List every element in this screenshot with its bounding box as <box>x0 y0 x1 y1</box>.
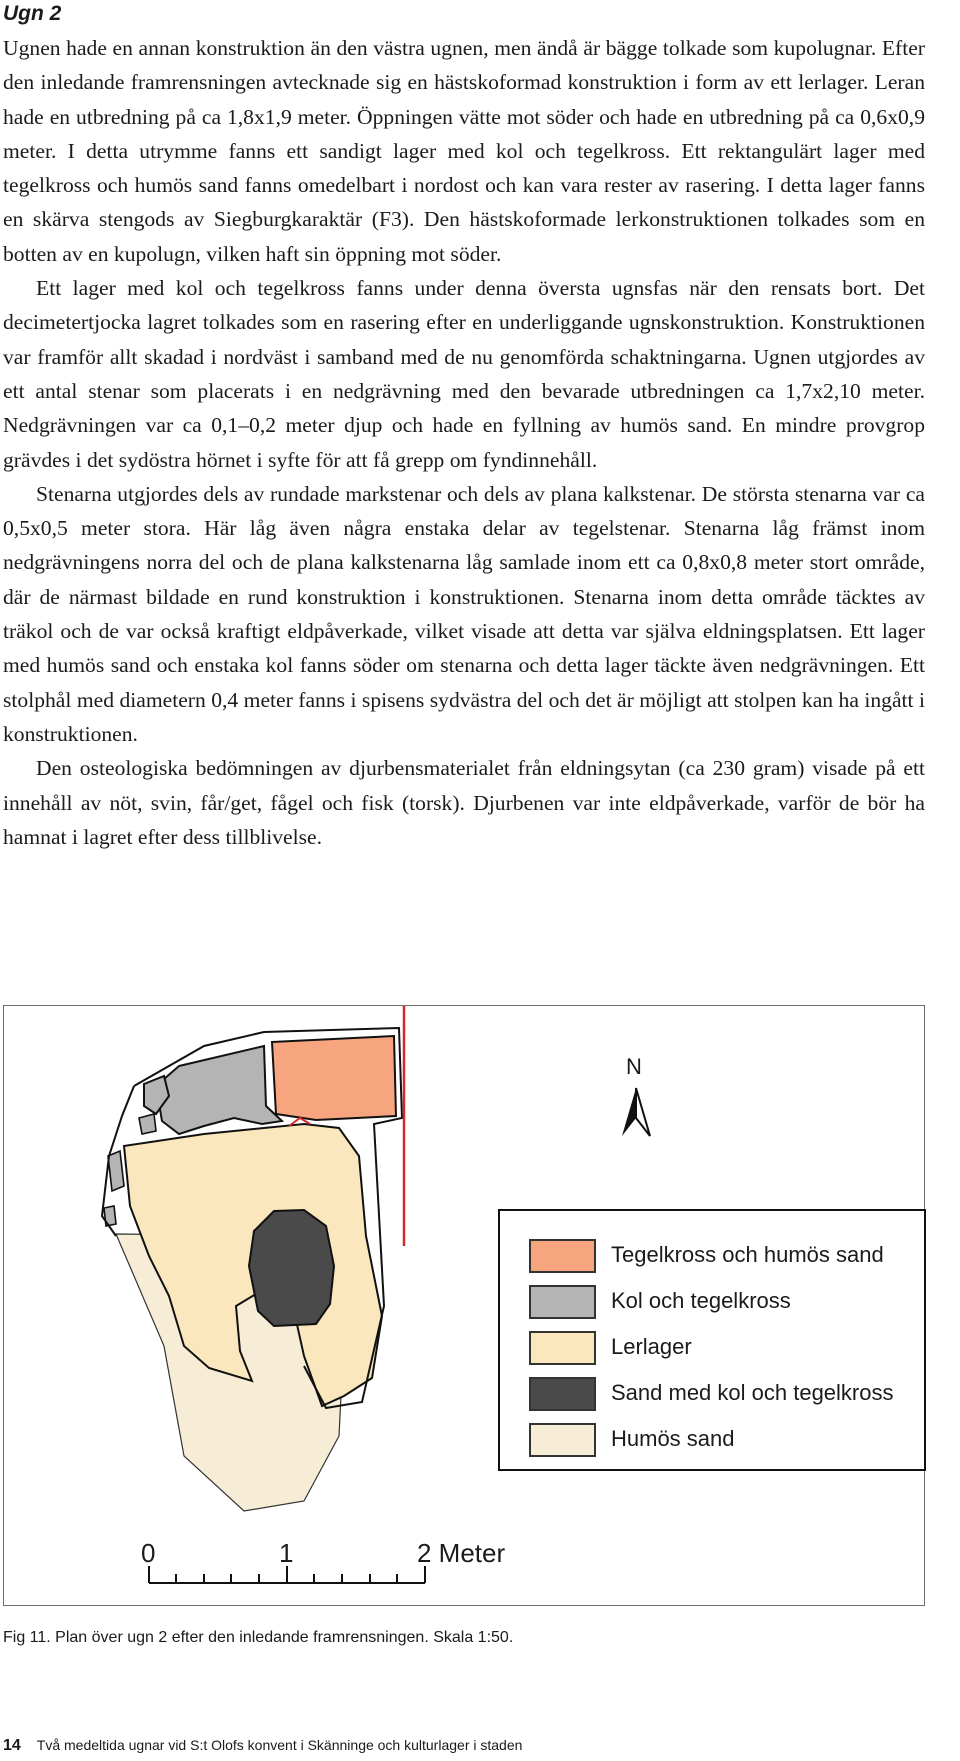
body-text <box>3 31 925 854</box>
scale-label-2: 2 Meter <box>417 1538 506 1568</box>
legend-swatch <box>529 1423 596 1457</box>
figure-caption: Fig 11. Plan över ugn 2 efter den inledande framrensningen. Skala 1:50. <box>3 1629 514 1646</box>
legend-label: Lerlager <box>611 1334 692 1359</box>
legend-label: Humös sand <box>611 1426 735 1451</box>
paragraph-1: Ugnen hade en annan konstruktion än den västra ugnen, men ändå är bägge tolkade som kupolugnar. Efter den inledande framrensningen avtecknade sig en hästskoformad konstruktion i form av ett lerlager. Leran hade en utbredning på ca 1,8x1,9 meter. Öppningen vätte mot söder och hade en utbredning på ca 0,6x0,9 meter. I detta utrymme fanns ett sandigt lager med kol och tegelkross. Ett rektangulärt lager med tegelkross och humös sand fanns omedelbart i nordost och kan vara rester av rasering. I detta lager fanns en skärva stengods av Siegburgkaraktär (F3). Den hästskoformade lerkonstruktionen tolkades som en botten av en kupolugn, vilken haft sin öppning mot söder. <box>3 36 925 266</box>
scale-bar <box>149 1566 425 1583</box>
charcoal-brick-area <box>156 1046 282 1134</box>
legend-swatch <box>529 1239 596 1273</box>
legend-label: Kol och tegelkross <box>611 1288 791 1313</box>
oven-plan-figure <box>3 1005 925 1606</box>
north-label: N <box>626 1054 642 1079</box>
legend-swatch <box>529 1331 596 1365</box>
scale-label-1: 1 <box>279 1538 294 1568</box>
scale-label-0: 0 <box>141 1538 156 1568</box>
legend-swatch <box>529 1377 596 1411</box>
brick-humus-area <box>272 1036 396 1120</box>
paragraph-2: Ett lager med kol och tegelkross fanns under denna översta ugnsfas när den rensats bort. Det decimetertjocka lagret tolkades som en rasering efter en underliggande ugnskonstruktion. Konstruktionen var framför allt skadad i nordväst i samband med de nu genomförda schaktningarna. Ugnen utgjordes av ett antal stenar som placerats i en nedgrävning med den bevarade utbredningen ca 1,7x2,10 meter. Nedgrävningen var ca 0,1–0,2 meter djup och hade en fyllning av humös sand. En mindre provgrop grävdes i det sydöstra hörnet i syfte för att få grepp om fyndinnehåll. <box>3 276 925 472</box>
legend-label: Tegelkross och humös sand <box>611 1242 884 1267</box>
legend <box>498 1209 926 1471</box>
section-heading: Ugn 2 <box>3 2 62 25</box>
north-arrow-icon <box>622 1088 650 1136</box>
publication-title: Två medeltida ugnar vid S:t Olofs konvent i Skänninge och kulturlager i staden <box>36 1737 523 1753</box>
paragraph-3: Stenarna utgjordes dels av rundade markstenar och dels av plana kalkstenar. De största stenarna var ca 0,5x0,5 meter stora. Här låg även några enstaka delar av tegelstenar. Stenarna låg främst inom nedgrävningens norra del och de plana kalkstenarna låg samlade inom ett ca 0,8x0,8 meter stort område, där de närmast bildade en rund konstruktion i konstruktionen. Stenarna inom detta område täcktes av träkol och de var också kraftigt eldpåverkade, vilket visade att detta var själva eldningsplatsen. Ett lager med humös sand och enstaka kol fanns söder om stenarna och detta lager täckte även nedgrävningen. Ett stolphål med diametern 0,4 meter fanns i spisens sydvästra del och det är möjligt att stolpen kan ha ingått i konstruktionen. <box>3 481 925 746</box>
legend-label: Sand med kol och tegelkross <box>611 1380 894 1405</box>
paragraph-4: Den osteologiska bedömningen av djurbensmaterialet från eldningsytan (ca 230 gram) visade på ett innehåll av nöt, svin, får/get, fågel och fisk (torsk). Djurbenen var inte eldpåverkade, varför de bör ha hamnat i lagret efter dess tillblivelse. <box>3 756 925 849</box>
page-number: 14 <box>3 1737 21 1754</box>
charcoal-brick-area <box>108 1151 124 1191</box>
page-footer <box>3 1736 522 1755</box>
dark-sand-area <box>249 1210 334 1326</box>
legend-swatch <box>529 1285 596 1319</box>
charcoal-brick-area <box>139 1114 156 1134</box>
